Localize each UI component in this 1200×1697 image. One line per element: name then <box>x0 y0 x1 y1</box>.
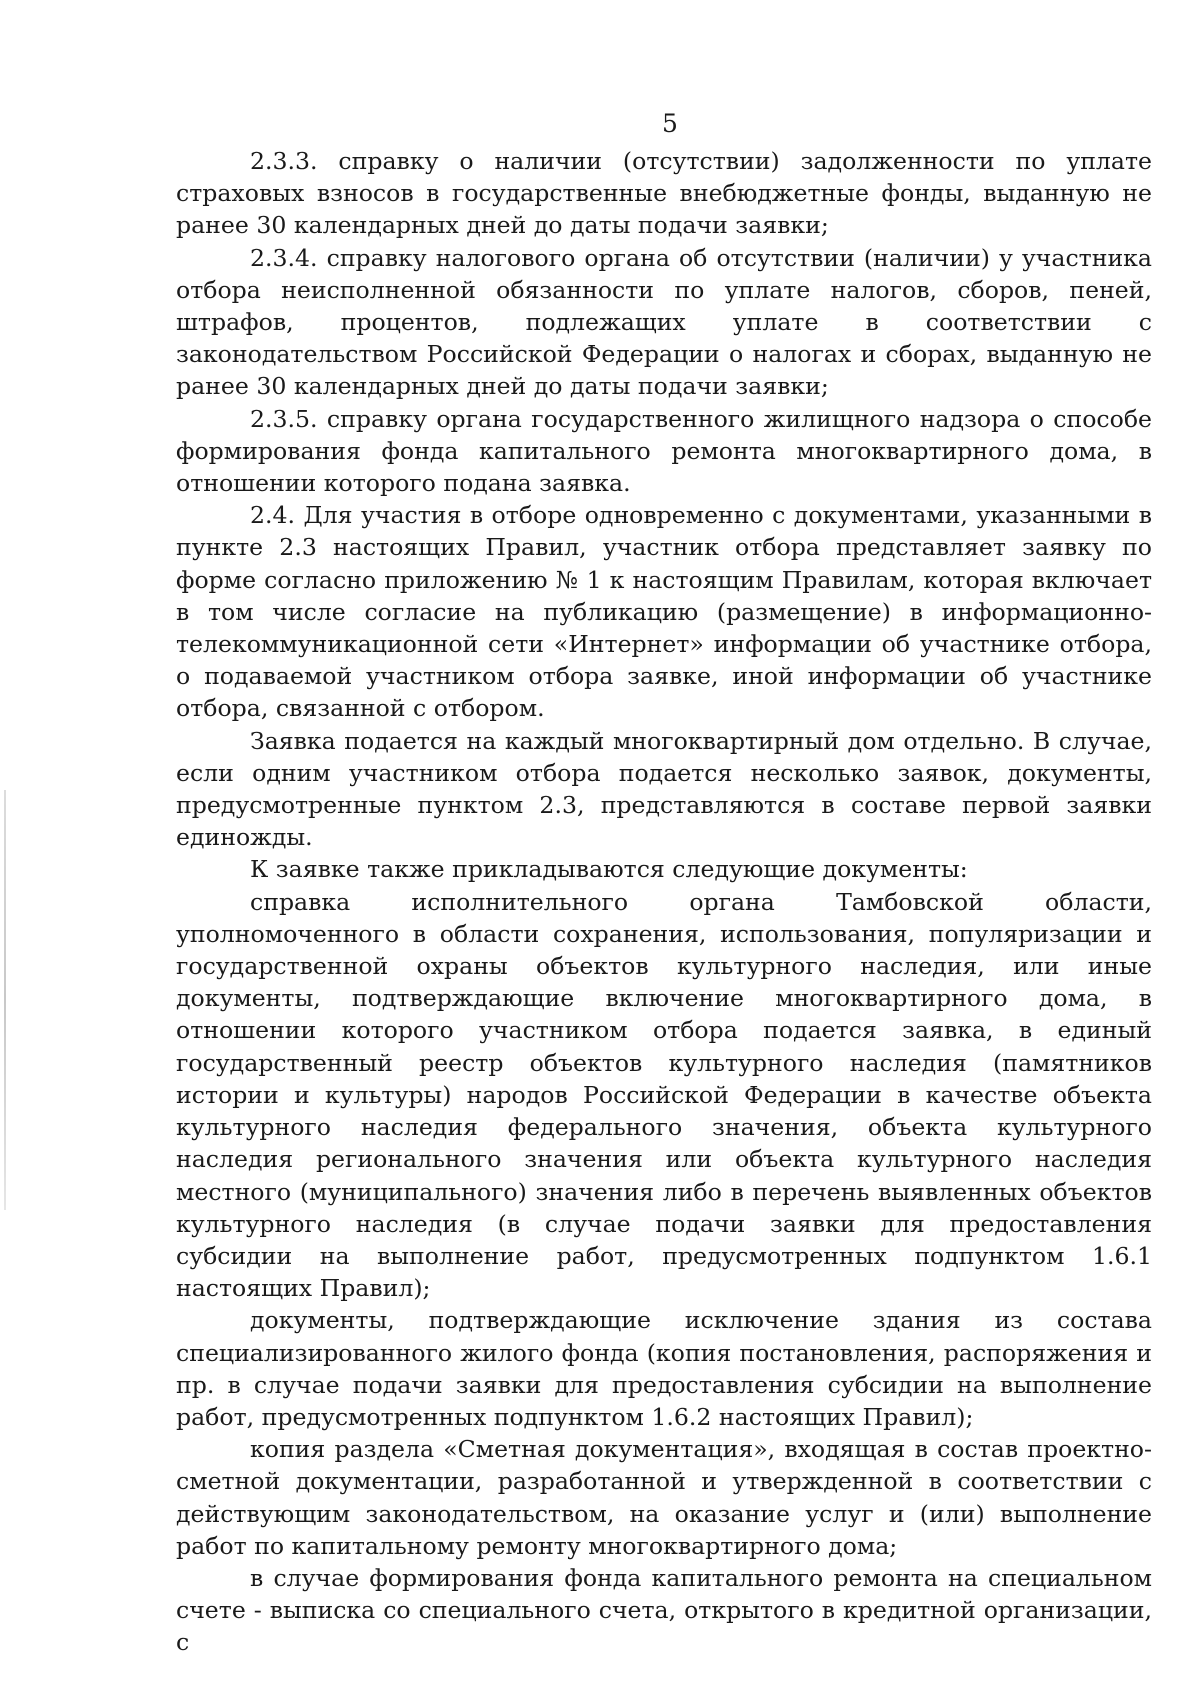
paragraph-cultural-heritage-certificate: справка исполнительного органа Тамбовской области, уполномоченного в области сохранения, использования, популяризации и государственной охраны объектов культурного наследия, или иные документы, подтверждающие включение многоквартирного дома, в отношении которого участником отбора подается заявка, в единый государственный реестр объектов культурного наследия (памятников истории и культуры) народов Российской Федерации в качестве объекта культурного наследия федерального значения, объекта культурного наследия регионального значения или объекта культурного наследия местного (муниципального) значения либо в перечень выявленных объектов культурного наследия (в случае подачи заявки для предоставления субсидии на выполнение работ, предусмотренных подпунктом 1.6.1 настоящих Правил); <box>176 887 1152 1303</box>
document-body <box>176 145 1152 1659</box>
paragraph-housing-fund-exclusion: документы, подтверждающие исключение здания из состава специализированного жилого фонда (копия постановления, распоряжения и пр. в случае подачи заявки для предоставления субсидии на выполнение работ, предусмотренных подпунктом 1.6.2 настоящих Правил); <box>176 1306 1152 1431</box>
paragraph-application-per-house: Заявка подается на каждый многоквартирный дом отдельно. В случае, если одним участником отбора подается несколько заявок, документы, предусмотренные пунктом 2.3, представляются в составе первой заявки единожды. <box>176 726 1152 852</box>
paragraph-2-3-4: 2.3.4. справку налогового органа об отсутствии (наличии) у участника отбора неисполненной обязанности по уплате налогов, сборов, пеней, штрафов, процентов, подлежащих уплате в соответствии с законодательством Российской Федерации о налогах и сборах, выданную не ранее 30 календарных дней до даты подачи заявки; <box>176 243 1152 401</box>
paragraph-2-3-5: 2.3.5. справку органа государственного жилищного надзора о способе формирования фонда капитального ремонта многоквартирного дома, в отношении которого подана заявка. <box>176 404 1152 498</box>
paragraph-attached-documents-intro: К заявке также прикладываются следующие документы: <box>250 855 968 884</box>
paragraph-2-3-3: 2.3.3. справку о наличии (отсутствии) задолженности по уплате страховых взносов в государственные внебюджетные фонды, выданную не ранее 30 календарных дней до даты подачи заявки; <box>176 147 1152 240</box>
paragraph-special-account: в случае формирования фонда капитального ремонта на специальном счете - выписка со специального счета, открытого в кредитной организации, с <box>176 1563 1152 1657</box>
paragraph-2-4: 2.4. Для участия в отборе одновременно с документами, указанными в пункте 2.3 настоящих Правил, участник отбора представляет заявку по форме согласно приложению № 1 к настоящим Правилам, которая включает в том числе согласие на публикацию (размещение) в информационно-телекоммуникационной сети «Интернет» информации об участнике отбора, о подаваемой участником отбора заявке, иной информации об участнике отбора, связанной с отбором. <box>176 501 1152 723</box>
page-number: 5 <box>662 109 678 138</box>
paragraph-estimate-documentation: копия раздела «Сметная документация», входящая в состав проектно-сметной документации, разработанной и утвержденной в соответствии с действующим законодательством, на оказание услуг и (или) выполнение работ по капитальному ремонту многоквартирного дома; <box>176 1435 1152 1560</box>
scan-edge-shadow <box>4 790 6 1210</box>
